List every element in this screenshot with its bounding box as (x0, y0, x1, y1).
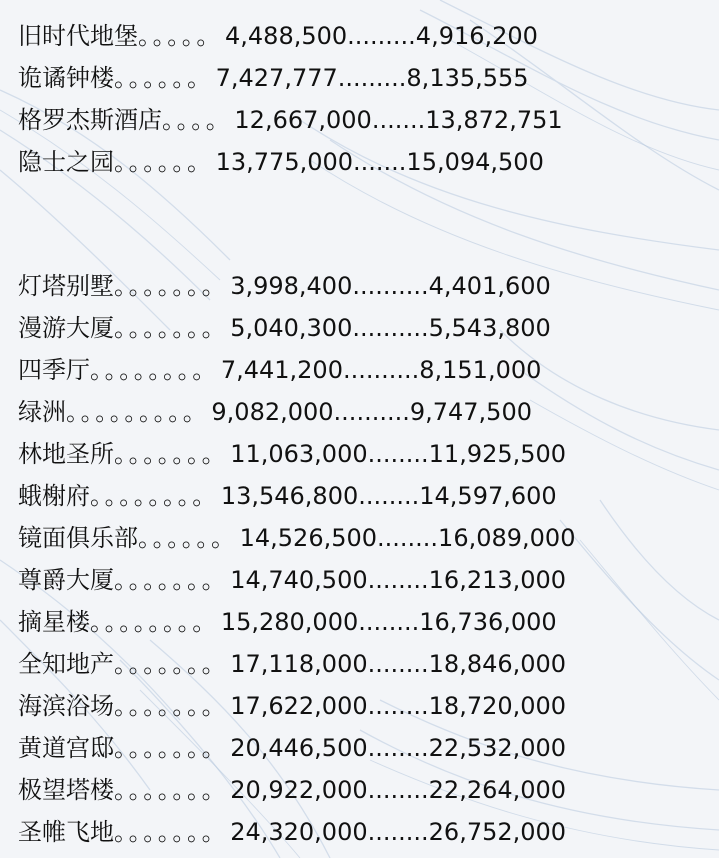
list-item (18, 15, 563, 57)
list-item (18, 99, 563, 141)
property-name: 圣帷飞地 (18, 818, 114, 846)
leader-dots: 。。。。 (162, 106, 233, 134)
price-range: 17,622,000........18,720,000 (230, 692, 567, 720)
property-name: 海滨浴场 (18, 692, 114, 720)
property-list-section-1 (18, 15, 563, 183)
price-range: 17,118,000........18,846,000 (230, 650, 567, 678)
price-range: 14,740,500........16,213,000 (230, 566, 567, 594)
list-item (18, 601, 575, 643)
list-item (18, 433, 575, 475)
property-name: 黄道宫邸 (18, 734, 114, 762)
property-name: 格罗杰斯酒店 (18, 106, 162, 134)
price-range: 20,922,000........22,264,000 (230, 776, 567, 804)
price-range: 7,441,200..........8,151,000 (220, 356, 542, 384)
property-name: 四季厅 (18, 356, 90, 384)
leader-dots: 。。。。。。。 (114, 734, 229, 762)
property-name: 诡谲钟楼 (18, 64, 114, 92)
leader-dots: 。。。。。。 (114, 148, 214, 176)
price-range: 3,998,400..........4,401,600 (230, 272, 551, 300)
list-item (18, 727, 575, 769)
price-range: 9,082,000..........9,747,500 (211, 398, 532, 426)
property-list-section-2 (18, 265, 575, 853)
price-range: 24,320,000........26,752,000 (230, 818, 567, 846)
list-item (18, 265, 575, 307)
price-range: 7,427,777.........8,135,555 (215, 64, 529, 92)
property-name: 绿洲 (18, 398, 66, 426)
list-item (18, 57, 563, 99)
price-range: 4,488,500.........4,916,200 (225, 22, 538, 50)
price-range: 15,280,000........16,736,000 (220, 608, 557, 636)
leader-dots: 。。。。。。。。。 (66, 398, 210, 426)
list-item (18, 391, 575, 433)
leader-dots: 。。。。。。。 (114, 776, 229, 804)
list-item (18, 349, 575, 391)
property-name: 隐士之园 (18, 148, 114, 176)
list-item (18, 811, 575, 853)
leader-dots: 。。。。。。。。 (90, 482, 219, 510)
list-item (18, 769, 575, 811)
property-name: 极望塔楼 (18, 776, 114, 804)
leader-dots: 。。。。。。 (138, 524, 238, 552)
price-range: 13,546,800........14,597,600 (220, 482, 557, 510)
price-range: 14,526,500........16,089,000 (239, 524, 576, 552)
property-name: 尊爵大厦 (18, 566, 114, 594)
property-name: 林地圣所 (18, 440, 114, 468)
list-item (18, 517, 575, 559)
list-item (18, 559, 575, 601)
leader-dots: 。。。。。。。。 (90, 356, 219, 384)
leader-dots: 。。。。。。。。 (90, 608, 219, 636)
list-item (18, 307, 575, 349)
list-item (18, 643, 575, 685)
leader-dots: 。。。。。。。 (114, 818, 229, 846)
price-range: 11,063,000........11,925,500 (230, 440, 567, 468)
leader-dots: 。。。。。。。 (114, 566, 229, 594)
leader-dots: 。。。。。。。 (114, 314, 229, 342)
property-name: 蛾榭府 (18, 482, 90, 510)
property-name: 摘星楼 (18, 608, 90, 636)
price-range: 12,667,000.......13,872,751 (234, 106, 563, 134)
leader-dots: 。。。。。。 (114, 64, 214, 92)
property-name: 旧时代地堡 (18, 22, 138, 50)
price-range: 5,040,300..........5,543,800 (230, 314, 551, 342)
leader-dots: 。。。。。。。 (114, 272, 229, 300)
property-name: 镜面俱乐部 (18, 524, 138, 552)
leader-dots: 。。。。。。。 (114, 692, 229, 720)
price-range: 13,775,000.......15,094,500 (215, 148, 544, 176)
leader-dots: 。。。。。。。 (114, 440, 229, 468)
price-range: 20,446,500........22,532,000 (230, 734, 567, 762)
property-name: 漫游大厦 (18, 314, 114, 342)
list-item (18, 141, 563, 183)
property-name: 灯塔别墅 (18, 272, 114, 300)
list-item (18, 475, 575, 517)
list-item (18, 685, 575, 727)
leader-dots: 。。。。。 (138, 22, 223, 50)
property-name: 全知地产 (18, 650, 114, 678)
leader-dots: 。。。。。。。 (114, 650, 229, 678)
